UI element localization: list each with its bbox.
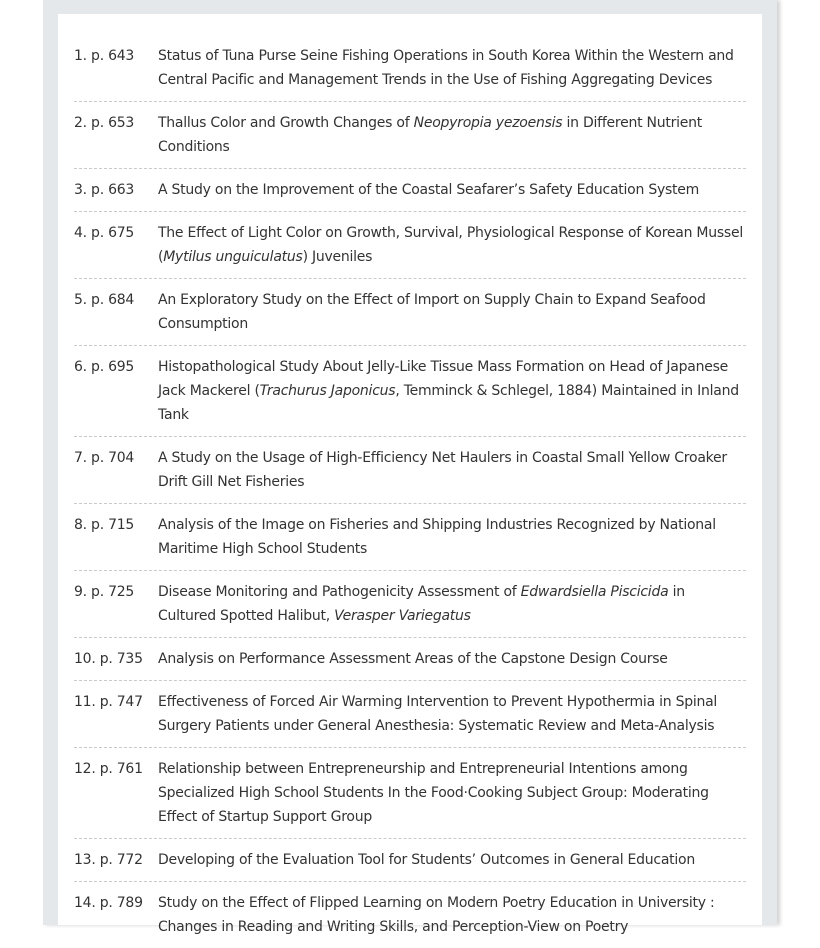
article-row — [74, 748, 746, 839]
article-title-text: Effectiveness of Forced Air Warming Intervention to Prevent Hypothermia in Spinal Surgery Patients under General Anesthesia: Systematic Review and Meta-Analysis — [158, 694, 718, 734]
article-title-link[interactable] — [158, 580, 746, 628]
article-page-number: 5. p. 684 — [74, 292, 135, 308]
article-row — [74, 882, 746, 948]
article-title-link[interactable] — [158, 446, 746, 494]
article-row — [74, 35, 746, 102]
article-title-text: Histopathological Study About Jelly-Like Tissue Mass Formation on Head of Japanese Jack Mackerel ( — [158, 359, 728, 399]
article-row — [74, 681, 746, 748]
article-row — [74, 169, 746, 212]
article-title-link[interactable] — [158, 757, 746, 829]
article-row — [74, 279, 746, 346]
article-title-text: The Effect of Light Color on Growth, Survival, Physiological Response of Korean Mussel ( — [158, 225, 743, 265]
article-page-number: 11. p. 747 — [74, 694, 143, 710]
article-title-link[interactable] — [158, 221, 746, 269]
article-title-text: in Cultured Spotted Halibut, — [158, 584, 685, 624]
article-row — [74, 571, 746, 638]
article-page-number: 7. p. 704 — [74, 450, 135, 466]
article-title-text: Relationship between Entrepreneurship and Entrepreneurial Intentions among Specialized High School Students In the Food·Cooking Subject Group: Moderating Effect of Startup Support Group — [158, 761, 709, 825]
article-page-number: 9. p. 725 — [74, 584, 135, 600]
article-title-text: A Study on the Usage of High-Efficiency Net Haulers in Coastal Small Yellow Croaker Drift Gill Net Fisheries — [158, 450, 727, 490]
article-row — [74, 638, 746, 681]
article-list-card — [58, 14, 762, 935]
article-title-link[interactable] — [158, 891, 746, 939]
article-title-italic-term: Trachurus Japonicus — [259, 383, 396, 399]
article-page-number: 6. p. 695 — [74, 359, 135, 375]
article-row — [74, 839, 746, 882]
article-page-number: 8. p. 715 — [74, 517, 135, 533]
article-title-text: An Exploratory Study on the Effect of Import on Supply Chain to Expand Seafood Consumption — [158, 292, 706, 332]
article-page-number: 14. p. 789 — [74, 895, 143, 911]
article-page-number: 3. p. 663 — [74, 182, 135, 198]
article-title-text: Status of Tuna Purse Seine Fishing Operations in South Korea Within the Western and Central Pacific and Management Trends in the Use of Fishing Aggregating Devices — [158, 48, 734, 88]
article-title-text: Study on the Effect of Flipped Learning on Modern Poetry Education in University : Changes in Reading and Writing Skills, and Perception-View on Poetry — [158, 895, 715, 935]
article-title-text: Analysis on Performance Assessment Areas of the Capstone Design Course — [158, 651, 668, 667]
article-page-number: 1. p. 643 — [74, 48, 135, 64]
article-title-text: ) Juveniles — [302, 249, 373, 265]
article-page-number: 2. p. 653 — [74, 115, 135, 131]
article-title-link[interactable] — [158, 178, 746, 202]
article-title-italic-term: Verasper Variegatus — [334, 608, 471, 624]
article-title-link[interactable] — [158, 647, 746, 671]
article-title-link[interactable] — [158, 111, 746, 159]
article-row — [74, 504, 746, 571]
article-title-text: A Study on the Improvement of the Coastal Seafarer’s Safety Education System — [158, 182, 700, 198]
article-title-italic-term: Mytilus unguiculatus — [163, 249, 303, 265]
article-title-text: Thallus Color and Growth Changes of — [158, 115, 414, 131]
article-row — [74, 346, 746, 437]
article-title-text: , Temminck & Schlegel, 1884) Maintained in Inland Tank — [158, 383, 739, 423]
article-title-italic-term: Edwardsiella Piscicida — [520, 584, 669, 600]
article-page-number: 10. p. 735 — [74, 651, 143, 667]
article-list — [58, 14, 746, 948]
article-title-italic-term: Neopyropia yezoensis — [413, 115, 563, 131]
article-title-text: Developing of the Evaluation Tool for Students’ Outcomes in General Education — [158, 852, 695, 868]
article-row — [74, 437, 746, 504]
article-row — [74, 212, 746, 279]
article-title-link[interactable] — [158, 288, 746, 336]
article-page-number: 13. p. 772 — [74, 852, 143, 868]
article-title-link[interactable] — [158, 355, 746, 427]
article-title-link[interactable] — [158, 848, 746, 872]
article-title-text: in Different Nutrient Conditions — [158, 115, 702, 155]
article-title-link[interactable] — [158, 690, 746, 738]
article-row — [74, 102, 746, 169]
article-title-text: Analysis of the Image on Fisheries and Shipping Industries Recognized by National Maritime High School Students — [158, 517, 716, 557]
article-title-link[interactable] — [158, 513, 746, 561]
article-page-number: 12. p. 761 — [74, 761, 143, 777]
article-title-text: Disease Monitoring and Pathogenicity Assessment of — [158, 584, 521, 600]
article-title-link[interactable] — [158, 44, 746, 92]
article-page-number: 4. p. 675 — [74, 225, 135, 241]
